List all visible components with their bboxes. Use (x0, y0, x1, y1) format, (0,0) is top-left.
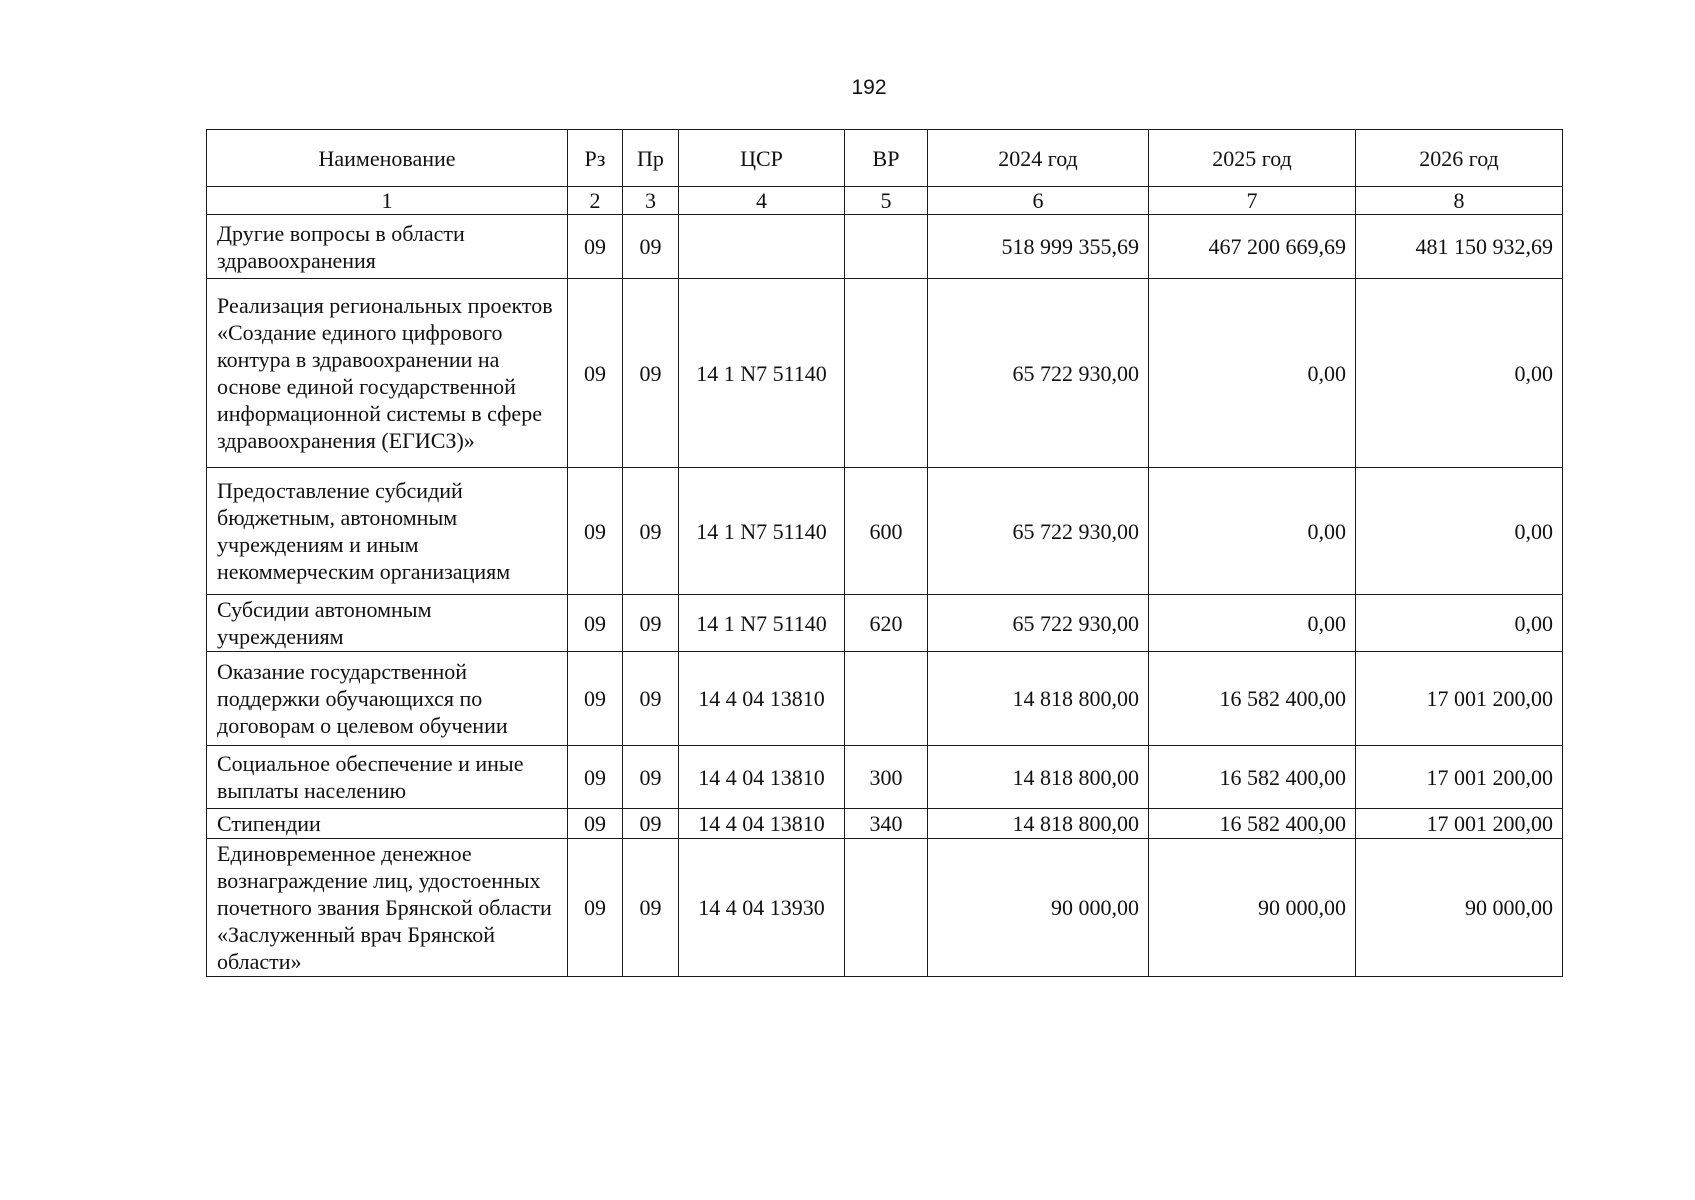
row-amount-2026: 17 001 200,00 (1356, 652, 1563, 746)
row-vr (845, 652, 928, 746)
row-pr: 09 (623, 652, 679, 746)
row-vr (845, 839, 928, 977)
table-row (207, 595, 1563, 652)
column-number: 6 (928, 187, 1149, 215)
page-number: 192 (851, 76, 887, 99)
row-amount-2026: 481 150 932,69 (1356, 215, 1563, 279)
row-csr (679, 215, 845, 279)
column-number: 4 (679, 187, 845, 215)
row-amount-2025: 16 582 400,00 (1149, 746, 1356, 809)
table-row (207, 215, 1563, 279)
header-name: Наименование (207, 130, 568, 187)
table-header-row (207, 130, 1563, 187)
row-name: Оказание государственной поддержки обучающихся по договорам о целевом обучении (207, 652, 568, 746)
table-row (207, 279, 1563, 468)
column-number: 7 (1149, 187, 1356, 215)
table-row (207, 468, 1563, 595)
column-number: 2 (568, 187, 623, 215)
table-row (207, 652, 1563, 746)
column-number: 5 (845, 187, 928, 215)
row-vr: 620 (845, 595, 928, 652)
column-number: 1 (207, 187, 568, 215)
column-number-row (207, 187, 1563, 215)
row-name: Другие вопросы в области здравоохранения (207, 215, 568, 279)
table-row (207, 809, 1563, 839)
row-vr: 300 (845, 746, 928, 809)
row-amount-2025: 0,00 (1149, 595, 1356, 652)
row-amount-2026: 0,00 (1356, 595, 1563, 652)
table-row (207, 746, 1563, 809)
row-csr: 14 4 04 13810 (679, 746, 845, 809)
header-2026: 2026 год (1356, 130, 1563, 187)
row-name: Субсидии автономным учреждениям (207, 595, 568, 652)
row-pr: 09 (623, 595, 679, 652)
row-vr (845, 215, 928, 279)
row-amount-2025: 467 200 669,69 (1149, 215, 1356, 279)
row-amount-2025: 16 582 400,00 (1149, 652, 1356, 746)
row-amount-2026: 17 001 200,00 (1356, 809, 1563, 839)
header-2024: 2024 год (928, 130, 1149, 187)
header-pr: Пр (623, 130, 679, 187)
row-name: Предоставление субсидий бюджетным, автономным учреждениям и иным некоммерческим организациям (207, 468, 568, 595)
row-csr: 14 1 N7 51140 (679, 595, 845, 652)
row-pr: 09 (623, 809, 679, 839)
row-amount-2024: 65 722 930,00 (928, 279, 1149, 468)
row-pr: 09 (623, 468, 679, 595)
row-csr: 14 1 N7 51140 (679, 279, 845, 468)
row-pr: 09 (623, 215, 679, 279)
row-vr (845, 279, 928, 468)
row-amount-2024: 65 722 930,00 (928, 468, 1149, 595)
row-amount-2026: 17 001 200,00 (1356, 746, 1563, 809)
row-rz: 09 (568, 652, 623, 746)
row-name: Стипендии (207, 809, 568, 839)
header-vr: ВР (845, 130, 928, 187)
row-csr: 14 4 04 13930 (679, 839, 845, 977)
row-pr: 09 (623, 746, 679, 809)
row-csr: 14 1 N7 51140 (679, 468, 845, 595)
row-rz: 09 (568, 468, 623, 595)
row-pr: 09 (623, 279, 679, 468)
row-vr: 600 (845, 468, 928, 595)
row-amount-2024: 90 000,00 (928, 839, 1149, 977)
row-rz: 09 (568, 595, 623, 652)
row-pr: 09 (623, 839, 679, 977)
table-row (207, 839, 1563, 977)
row-rz: 09 (568, 215, 623, 279)
row-amount-2026: 0,00 (1356, 279, 1563, 468)
header-2025: 2025 год (1149, 130, 1356, 187)
column-number: 3 (623, 187, 679, 215)
row-name: Социальное обеспечение и иные выплаты населению (207, 746, 568, 809)
row-amount-2024: 14 818 800,00 (928, 746, 1149, 809)
row-amount-2026: 0,00 (1356, 468, 1563, 595)
row-csr: 14 4 04 13810 (679, 652, 845, 746)
row-amount-2025: 0,00 (1149, 468, 1356, 595)
row-amount-2024: 14 818 800,00 (928, 652, 1149, 746)
row-rz: 09 (568, 809, 623, 839)
row-rz: 09 (568, 746, 623, 809)
row-vr: 340 (845, 809, 928, 839)
row-amount-2024: 65 722 930,00 (928, 595, 1149, 652)
budget-table (206, 129, 1563, 977)
row-name: Реализация региональных проектов «Создание единого цифрового контура в здравоохранении на основе единой государственной информационной системы в сфере здравоохранения (ЕГИСЗ)» (207, 279, 568, 468)
row-amount-2025: 16 582 400,00 (1149, 809, 1356, 839)
row-amount-2025: 0,00 (1149, 279, 1356, 468)
row-name: Единовременное денежное вознаграждение лиц, удостоенных почетного звания Брянской области «Заслуженный врач Брянской области» (207, 839, 568, 977)
header-csr: ЦСР (679, 130, 845, 187)
row-csr: 14 4 04 13810 (679, 809, 845, 839)
row-amount-2024: 518 999 355,69 (928, 215, 1149, 279)
column-number: 8 (1356, 187, 1563, 215)
row-amount-2024: 14 818 800,00 (928, 809, 1149, 839)
header-rz: Рз (568, 130, 623, 187)
row-amount-2026: 90 000,00 (1356, 839, 1563, 977)
row-amount-2025: 90 000,00 (1149, 839, 1356, 977)
row-rz: 09 (568, 279, 623, 468)
row-rz: 09 (568, 839, 623, 977)
